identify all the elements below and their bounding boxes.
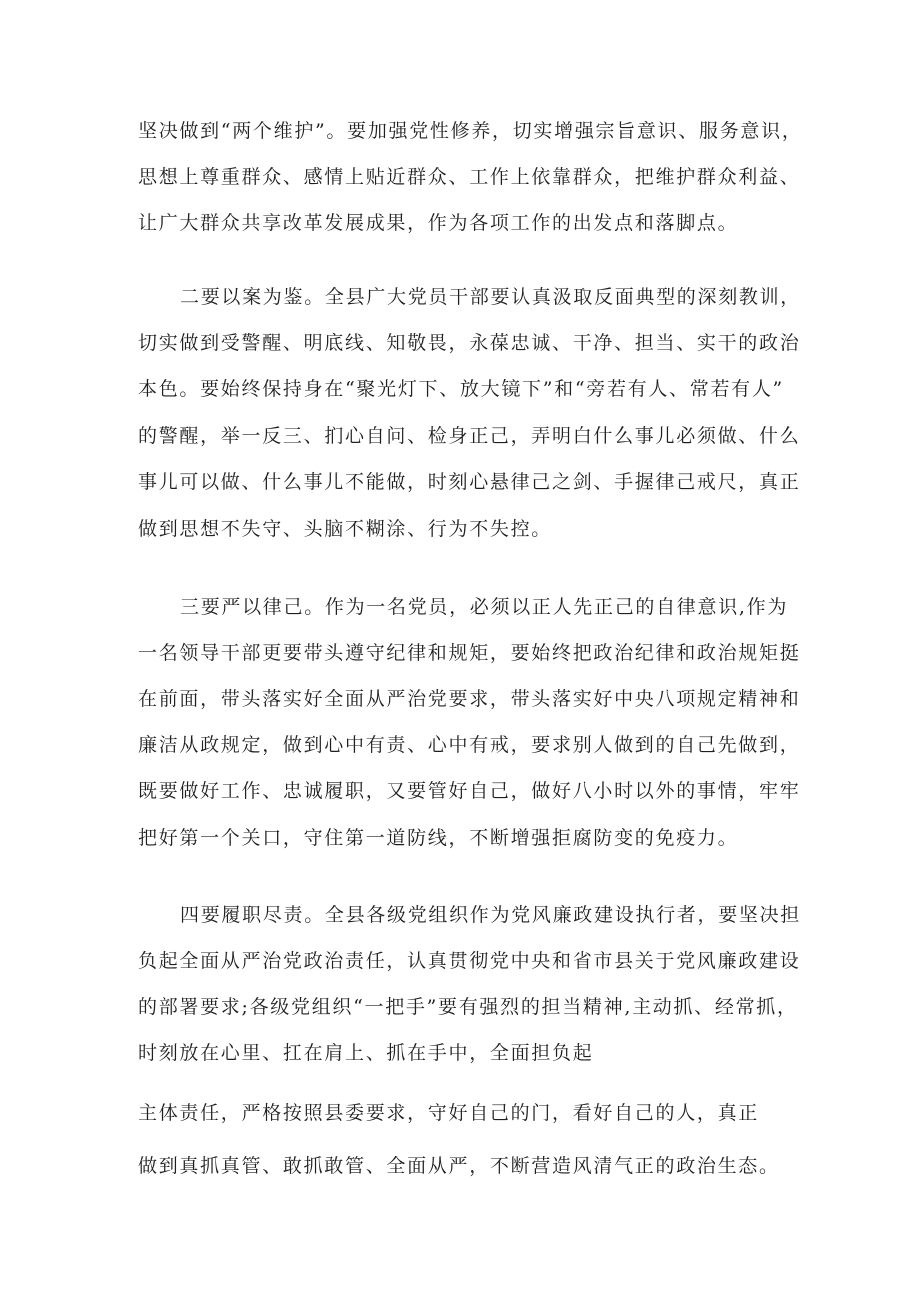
paragraph-3-line-6: 把好第一个关口，守住第一道防线，不断增强拒腐防变的免疫力。 <box>138 827 739 849</box>
paragraph-2-line-3: 本色。要始终保持身在“聚光灯下、放大镜下”和“旁若有人、常若有人” <box>138 378 784 400</box>
paragraph-1-line-2: 思想上尊重群众、感情上贴近群众、工作上依靠群众，把维护群众利益、 <box>138 166 801 188</box>
paragraph-4-line-1: 四要履职尽责。全县各级党组织作为党风廉政建设执行者，要坚决担 <box>180 904 802 926</box>
paragraph-4-line-3: 的部署要求;各级党组织“一把手”要有强烈的担当精神,主动抓、经常抓， <box>138 996 798 1018</box>
paragraph-2-line-6: 做到思想不失守、头脑不糊涂、行为不失控。 <box>138 518 553 540</box>
paragraph-4-line-4: 时刻放在心里、扛在肩上、抓在手中，全面担负起 <box>138 1042 594 1064</box>
paragraph-2-line-5: 事儿可以做、什么事儿不能做，时刻心悬律己之剑、手握律己戒尺，真正 <box>138 471 801 493</box>
paragraph-3-line-3: 在前面，带头落实好全面从严治党要求，带头落实好中央八项规定精神和 <box>138 688 801 710</box>
paragraph-3-line-4: 廉洁从政规定，做到心中有责、心中有戒，要求别人做到的自己先做到， <box>138 734 801 756</box>
paragraph-1-line-1: 坚决做到“两个维护”。要加强党性修养，切实增强宗旨意识、服务意识， <box>138 120 803 142</box>
paragraph-4-line-6: 做到真抓真管、敢抓敢管、全面从严，不断营造风清气正的政治生态。 <box>138 1155 780 1177</box>
paragraph-2-line-1: 二要以案为鉴。全县广大党员干部要认真汲取反面典型的深刻教训， <box>180 286 802 308</box>
paragraph-4-line-5: 主体责任，严格按照县委要求，守好自己的门，看好自己的人，真正 <box>138 1102 760 1124</box>
paragraph-2-line-4: 的警醒，举一反三、扪心自问、检身正己，弄明白什么事儿必须做、什么 <box>138 425 801 447</box>
paragraph-2-line-2: 切实做到受警醒、明底线、知敬畏，永葆忠诚、干净、担当、实干的政治 <box>138 332 801 354</box>
paragraph-4-line-2: 负起全面从严治党政治责任，认真贯彻党中央和省市县关于党风廉政建设 <box>138 950 801 972</box>
paragraph-1-line-3: 让广大群众共享改革发展成果，作为各项工作的出发点和落脚点。 <box>138 212 739 234</box>
paragraph-3-line-1: 三要严以律己。作为一名党员，必须以正人先正己的自律意识,作为 <box>180 596 789 618</box>
paragraph-3-line-2: 一名领导干部更要带头遵守纪律和规矩，要始终把政治纪律和政治规矩挺 <box>138 642 801 664</box>
paragraph-3-line-5: 既要做好工作、忠诚履职，又要管好自己，做好八小时以外的事情，牢牢 <box>138 780 801 802</box>
